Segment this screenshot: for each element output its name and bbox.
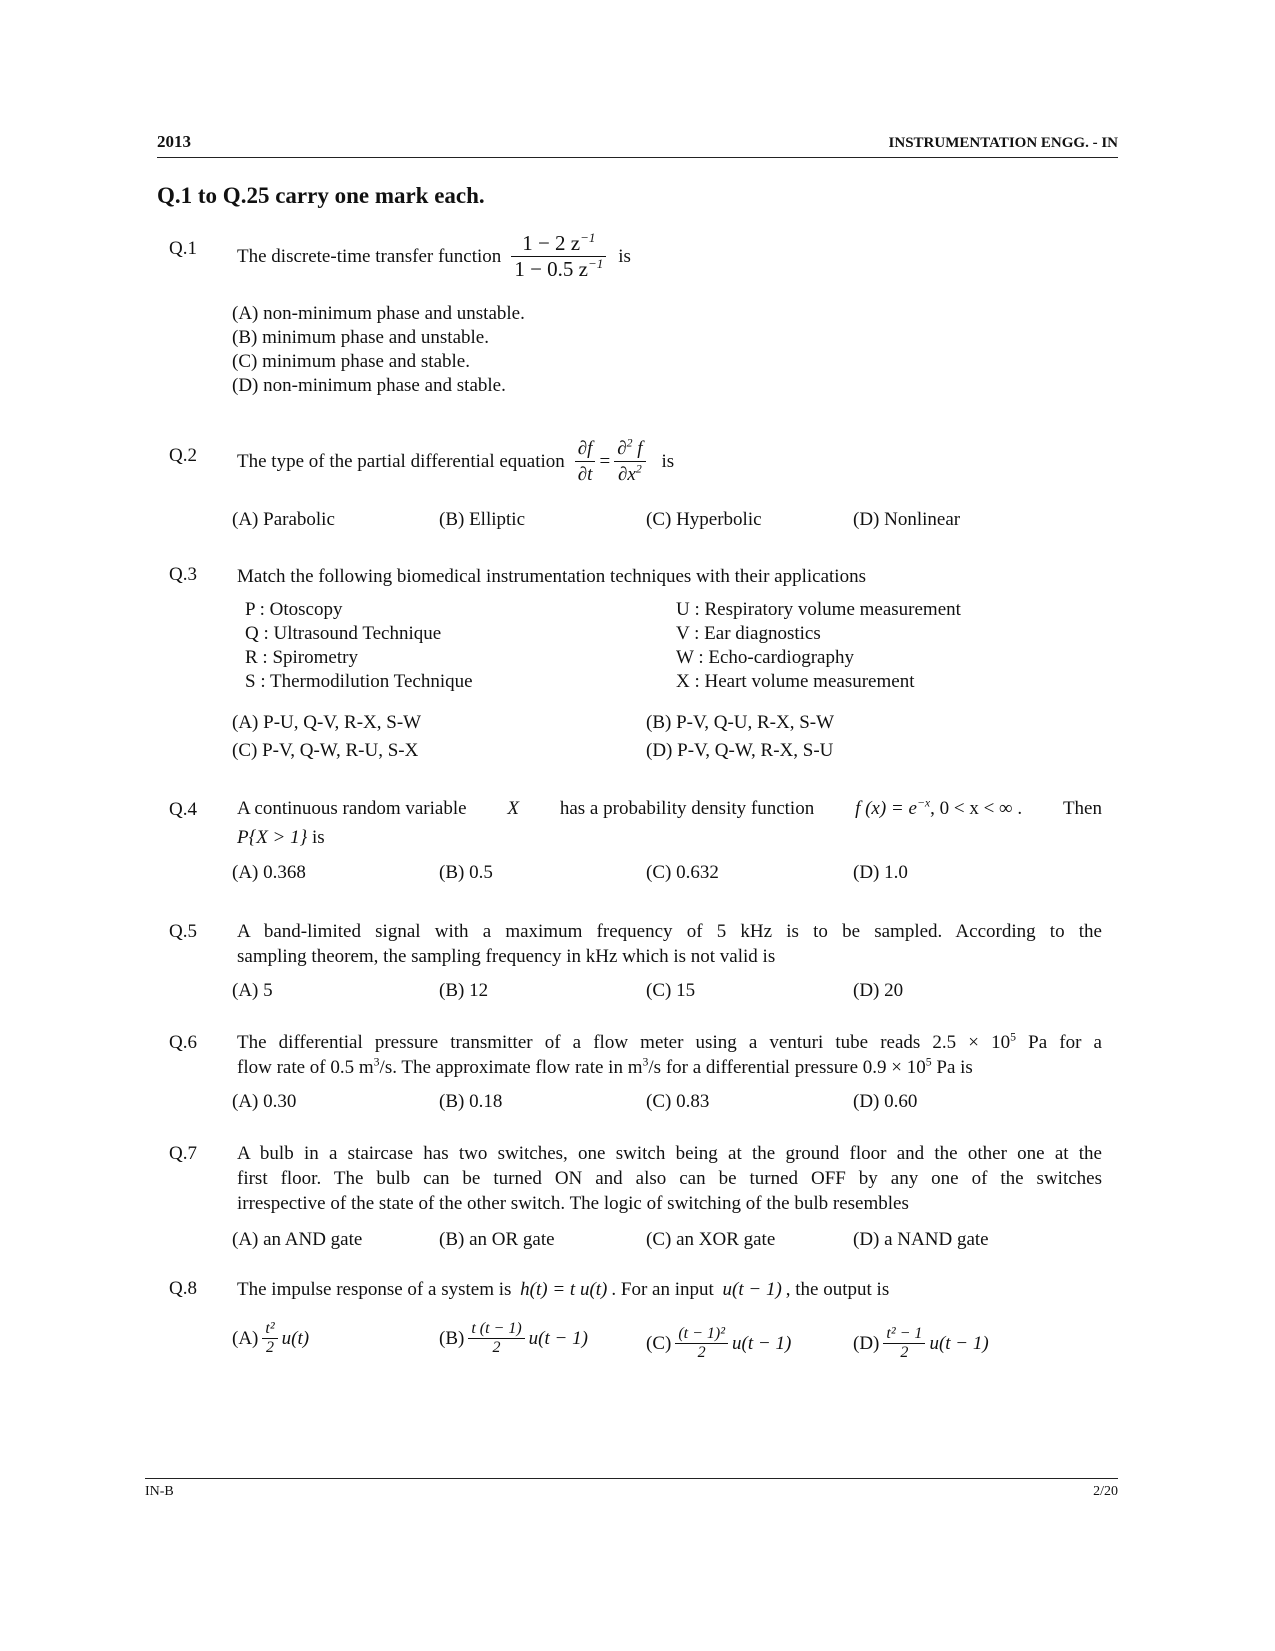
- option-c: (C) minimum phase and stable.: [232, 351, 470, 372]
- option-a: (A) P-U, Q-V, R-X, S-W: [232, 712, 422, 733]
- option-a: (A) non-minimum phase and unstable.: [232, 303, 525, 324]
- transfer-function-fraction: $\frac{1 - 2 z^{-1}}{1 - 0.5 z^{-1}}$: [511, 231, 606, 282]
- option-a: (A) 5: [232, 980, 273, 1001]
- list-item: U : Respiratory volume measurement: [676, 599, 961, 620]
- question-number: Q.3: [169, 564, 197, 585]
- question-text-line: irrespective of the state of the other switch. The logic of switching of the bulb resembles: [237, 1193, 909, 1214]
- list-item: R : Spirometry: [245, 647, 358, 668]
- option-c: (C) 15: [646, 980, 696, 1001]
- option-c: (C) $\frac{\text{(t − 1)²}}{2}$ u(t − 1): [646, 1325, 792, 1361]
- pde-rhs-fraction: $\frac{\partial^2 f}{\partial x^2}$: [614, 436, 645, 487]
- option-d: (D) 1.0: [853, 862, 908, 883]
- footer-rule: [145, 1478, 1118, 1479]
- option-b: (B) Elliptic: [439, 509, 526, 530]
- option-a: (A) 0.30: [232, 1091, 297, 1112]
- question-text-line: flow rate of 0.5 $m^3/s$. The approximate flow rate in $m^3/s$ for a differential pressure $0.9 \times 10^5$ Pa is: [237, 1055, 973, 1078]
- option-b: (B) an OR gate: [439, 1229, 555, 1250]
- question-text: The type of the partial differential equation: [237, 450, 565, 472]
- option-b: (B) 12: [439, 980, 489, 1001]
- header-year: 2013: [157, 132, 191, 151]
- question-8-stem: The impulse response of a system is h(t) = t u(t) . For an input u(t − 1) , the output is: [237, 1279, 890, 1300]
- option-d: (D) a NAND gate: [853, 1229, 989, 1250]
- question-number: Q.1: [169, 238, 197, 259]
- match-left-list: [245, 598, 473, 694]
- header-rule: [157, 157, 1118, 158]
- option-a: (A) $\frac{\text{t²}}{2}$ u(t): [232, 1320, 310, 1356]
- option-b: (B) $\frac{t (t - 1)}{2}$ u(t − 1): [439, 1320, 588, 1356]
- page-number: 2/20: [1093, 1484, 1118, 1499]
- list-item: X : Heart volume measurement: [676, 671, 915, 692]
- option-b: (B) P-V, Q-U, R-X, S-W: [646, 712, 835, 733]
- question-number: Q.2: [169, 445, 197, 466]
- question-number: Q.7: [169, 1143, 197, 1164]
- list-item: P : Otoscopy: [245, 599, 343, 620]
- list-item: Q : Ultrasound Technique: [245, 623, 442, 644]
- option-c: (C) Hyperbolic: [646, 509, 762, 530]
- option-a: (A) Parabolic: [232, 509, 335, 530]
- option-b: (B) 0.5: [439, 862, 493, 883]
- question-text-line: sampling theorem, the sampling frequency in kHz which is not valid is: [237, 946, 776, 967]
- question-1-stem: [237, 226, 631, 286]
- question-1-options: [232, 302, 525, 398]
- option-d: (D) 20: [853, 980, 904, 1001]
- question-number: Q.8: [169, 1278, 197, 1299]
- option-a: (A) an AND gate: [232, 1229, 363, 1250]
- question-suffix: is: [618, 245, 631, 267]
- option-d: (D) non-minimum phase and stable.: [232, 375, 506, 396]
- question-2-stem: [237, 431, 674, 491]
- match-right-list: [676, 598, 961, 694]
- list-item: S : Thermodilution Technique: [245, 671, 473, 692]
- question-text: The discrete-time transfer function: [237, 245, 502, 267]
- question-suffix: is: [661, 450, 675, 472]
- option-b: (B) 0.18: [439, 1091, 503, 1112]
- equals-sign: =: [599, 450, 611, 472]
- option-c: (C) 0.83: [646, 1091, 710, 1112]
- footer-code: IN-B: [145, 1484, 174, 1499]
- question-text-line: A bulb in a staircase has two switches, one switch being at the ground floor and the other one at the: [237, 1143, 1102, 1164]
- question-4-line2: P{X > 1} is: [237, 827, 325, 848]
- question-text-line: first floor. The bulb can be turned ON and also can be turned OFF by any one of the switches: [237, 1168, 1102, 1189]
- option-b: (B) minimum phase and unstable.: [232, 327, 489, 348]
- question-number: Q.5: [169, 921, 197, 942]
- option-d: (D) P-V, Q-W, R-X, S-U: [646, 740, 834, 761]
- pde-lhs-fraction: $\frac{\partial f}{\partial t}$: [575, 436, 596, 487]
- option-a: (A) 0.368: [232, 862, 306, 883]
- option-c: (C) 0.632: [646, 862, 719, 883]
- question-number: Q.4: [169, 799, 197, 820]
- question-text: Match the following biomedical instrumentation techniques with their applications: [237, 566, 866, 587]
- header-paper: INSTRUMENTATION ENGG. - IN: [888, 135, 1118, 151]
- option-d: (D) 0.60: [853, 1091, 918, 1112]
- section-title: Q.1 to Q.25 carry one mark each.: [157, 183, 485, 208]
- question-text-line: The differential pressure transmitter of a flow meter using a venturi tube reads $2.5 \times 10^5$ Pa for a: [237, 1030, 1102, 1053]
- question-number: Q.6: [169, 1032, 197, 1053]
- question-text-line: A band-limited signal with a maximum frequency of 5 kHz is to be sampled. According to the: [237, 921, 1102, 942]
- option-d: (D) $\frac{\text{t² − 1}}{2}$ u(t − 1): [853, 1325, 989, 1361]
- option-c: (C) an XOR gate: [646, 1229, 776, 1250]
- list-item: V : Ear diagnostics: [676, 623, 821, 644]
- question-4-line1: A continuous random variable X has a probability density function f $(x) = e^{-x}$, 0 < x < ∞ . Then: [237, 796, 1102, 819]
- option-c: (C) P-V, Q-W, R-U, S-X: [232, 740, 419, 761]
- option-d: (D) Nonlinear: [853, 509, 961, 530]
- list-item: W : Echo-cardiography: [676, 647, 854, 668]
